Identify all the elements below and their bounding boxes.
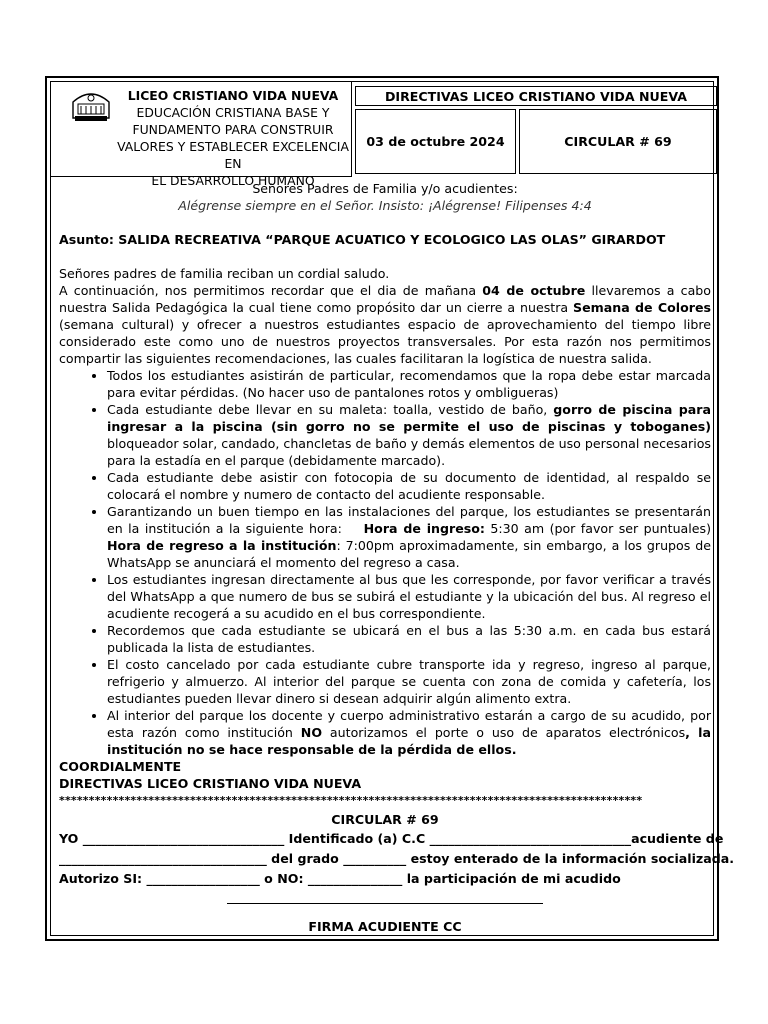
form-line-grade: _________________________________ del grado __________ estoy enterado de la información socializada. bbox=[59, 851, 735, 866]
list-item: • Los estudiantes ingresan directamente al bus que les corresponde, por favor verificar a través del WhatsApp a que numero de bus se subirá el estudiante y la ubicación del bus. Al regreso el acudiente recogerá a su acudido en el bus correspondiente. bbox=[107, 571, 711, 622]
list-item: • Todos los estudiantes asistirán de particular, recomendamos que la ropa debe estar marcada para evitar pérdidas. (No hacer uso de pantalones rotos y ombligueras) bbox=[107, 367, 711, 401]
closing-regards: COORDIALMENTE bbox=[59, 759, 182, 774]
bible-verse: Alégrense siempre en el Señor. Insisto: ¡Alégrense! Filipenses 4:4 bbox=[178, 198, 592, 213]
recipients-line: Señores Padres de Familia y/o acudientes: bbox=[252, 181, 518, 196]
list-item: • Cada estudiante debe llevar en su maleta: toalla, vestido de baño, gorro de piscina para ingresar a la piscina (sin gorro no se permite el uso de piscinas y toboganes) bloqueador solar, candado, chancletas de baño y demás elementos de uso personal necesarios para la estadía en el parque (debidamente marcado). bbox=[107, 401, 711, 469]
outing-date: 04 de octubre bbox=[482, 283, 586, 298]
intro-paragraph: A continuación, nos permitimos recordar que el dia de mañana 04 de octubre llevaremos a cabo nuestra Salida Pedagógica la cual tiene como propósito dar un cierre a nuestra Semana de Colores (semana cultural) y ofrecer a nuestros estudiantes espacio de aprovechamiento del tiempo libre considerado este como uno de nuestros proyectos transversales. Por esta razón nos permitimos compartir las siguientes recomendaciones, las cuales facilitaran la logística de nuestra salida. bbox=[59, 283, 711, 366]
header-school-cell bbox=[51, 82, 352, 188]
mission-line: EDUCACIÓN CRISTIANA BASE Y bbox=[136, 105, 330, 120]
document-inner-border bbox=[50, 81, 768, 936]
mission-line: FUNDAMENTO PARA CONSTRUIR bbox=[132, 122, 334, 137]
subject-line: Asunto: SALIDA RECREATIVA “PARQUE ACUATICO Y ECOLOGICO LAS OLAS” GIRARDOT bbox=[59, 232, 666, 247]
circular-date: 03 de octubre 2024 bbox=[355, 109, 516, 174]
list-item: • Al interior del parque los docente y cuerpo administrativo estarán a cargo de su acudido, por esta razón como institución NO autorizamos el porte o uso de aparatos electrónicos, la institución no se hace responsable de la pérdida de ellos. bbox=[107, 707, 711, 758]
salute-line: Señores padres de familia reciban un cordial saludo. bbox=[59, 266, 390, 281]
document-frame bbox=[45, 76, 768, 941]
form-title: CIRCULAR # 69 bbox=[331, 812, 439, 827]
mission-line: VALORES Y ESTABLECER EXCELENCIA EN bbox=[117, 139, 349, 171]
cut-separator: ************************************************************************************************** bbox=[59, 794, 643, 807]
signature-line bbox=[227, 903, 543, 904]
school-logo-icon bbox=[69, 88, 113, 122]
directivas-title: DIRECTIVAS LICEO CRISTIANO VIDA NUEVA bbox=[355, 86, 717, 106]
list-item: • Garantizando un buen tiempo en las instalaciones del parque, los estudiantes se presentarán en la institución a la siguiente hora: Hora de ingreso: 5:30 am (por favor ser puntuales) Hora de regreso a la institución: 7:00pm aproximadamente, sin embargo, a los grupos de WhatsApp se anunciará el momento del regreso a casa. bbox=[107, 503, 711, 571]
week-name: Semana de Colores bbox=[573, 300, 711, 315]
form-line-authorize: Autorizo SI: __________________ o NO: _______________ la participación de mi acudido bbox=[59, 871, 621, 886]
header-table bbox=[51, 82, 717, 188]
signature-label: FIRMA ACUDIENTE CC bbox=[308, 919, 462, 934]
circular-number: CIRCULAR # 69 bbox=[519, 109, 717, 174]
school-info bbox=[113, 87, 353, 189]
form-line-name: YO ________________________________ Identificado (a) C.C ________________________________acudiente de bbox=[59, 831, 724, 846]
document-body bbox=[59, 180, 768, 935]
list-item: • Cada estudiante debe asistir con fotocopia de su documento de identidad, al respaldo se colocará el nombre y numero de contacto del acudiente responsable. bbox=[107, 469, 711, 503]
closing-signature: DIRECTIVAS LICEO CRISTIANO VIDA NUEVA bbox=[59, 776, 362, 791]
mission-line: EL DESARROLLO HUMANO bbox=[151, 173, 315, 188]
list-item: • Recordemos que cada estudiante se ubicará en el bus a las 5:30 a.m. en cada bus estará publicada la lista de estudiantes. bbox=[107, 622, 711, 656]
list-item: • El costo cancelado por cada estudiante cubre transporte ida y regreso, ingreso al parque, refrigerio y almuerzo. Al interior del parque se cuenta con zona de comida y cafetería, los estudiantes pueden llevar dinero si desean adquirir algún alimento extra. bbox=[107, 656, 711, 707]
school-name: LICEO CRISTIANO VIDA NUEVA bbox=[127, 88, 339, 103]
recommendations-list bbox=[59, 367, 768, 758]
